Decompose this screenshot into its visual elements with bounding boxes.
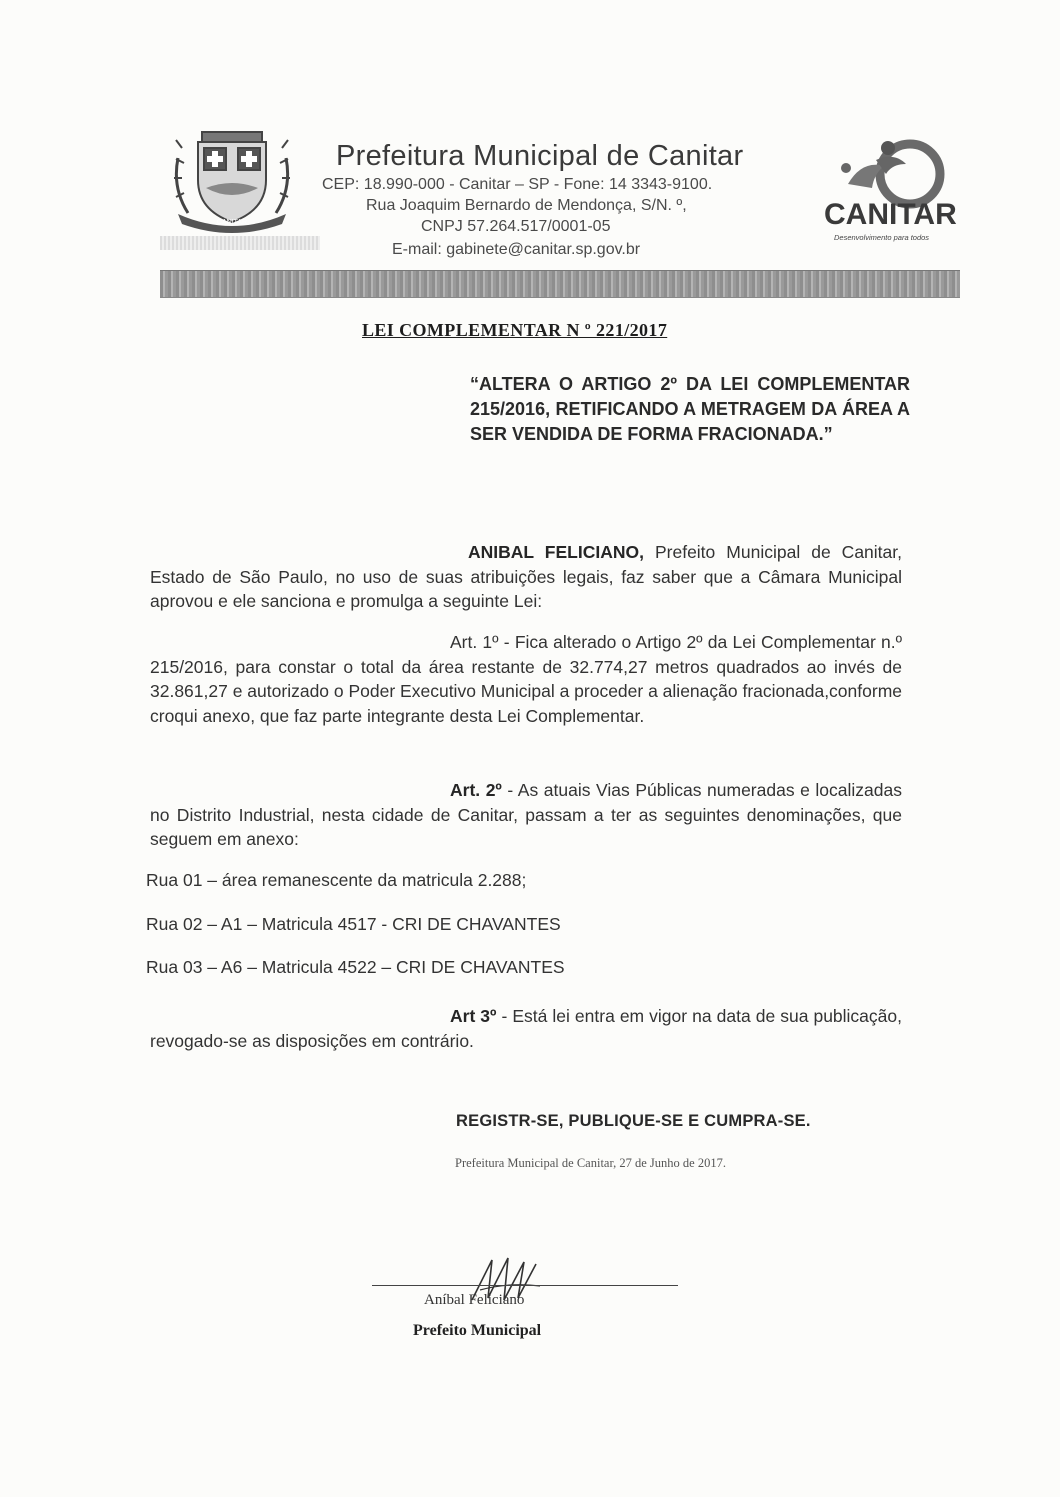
article-1-text: - Fica alterado o Artigo 2º da Lei Complementar n.º 215/2016, para constar o total da área restante de 32.774,27 metros quadrados ao invés de 32.861,27 e autorizado o Poder Executivo Municipal a proceder a alienação fracionada,conforme croqui anexo, que faz parte integrante desta Lei Complementar. [150,632,903,726]
logo-text: CANITAR [824,198,957,231]
law-title: LEI COMPLEMENTAR N º 221/2017 [362,320,668,340]
mayor-name: ANIBAL FELICIANO, [468,542,644,562]
signature-line [372,1285,678,1286]
article-2-text: - As atuais Vias Públicas numeradas e localizadas no Distrito Industrial, nesta cidade de Canitar, passam a ter as seguintes denominações, que seguem em anexo: [150,780,902,849]
signer-title: Prefeito Municipal [413,1322,542,1339]
article-1-label: Art. 1º [450,632,499,652]
preamble-paragraph [150,540,902,614]
article-3-paragraph [150,1004,902,1053]
header-cep-phone: CEP: 18.990-000 - Canitar – SP - Fone: 14 3343-9100. [322,176,713,193]
street-item: Rua 01 – área remanescente da matricula 2.288; [146,870,527,890]
closing-formula: REGISTR-SE, PUBLIQUE-SE E CUMPRA-SE. [456,1112,811,1130]
street-item: Rua 02 – A1 – Matricula 4517 - CRI DE CHAVANTES [146,914,561,934]
coat-of-arms-emblem [168,118,296,236]
article-2-paragraph [150,778,902,852]
article-1-paragraph [150,630,902,728]
signer-name: Aníbal Feliciano [424,1292,525,1308]
organization-name: Prefeitura Municipal de Canitar [336,140,744,172]
article-2-label: Art. 2º [450,780,502,800]
law-ementa: “ALTERA O ARTIGO 2º DA LEI COMPLEMENTAR 215/2016, RETIFICANDO A METRAGEM DA ÁREA A SER VENDIDA DE FORMA FRACIONADA.” [470,374,910,444]
logo-tagline: Desenvolvimento para todos [834,233,930,242]
canitar-logo [818,132,998,248]
coat-of-arms-text: CANITAR [216,219,248,226]
header-divider-band [160,270,960,298]
coat-shadow-decoration [160,236,320,250]
dateline: Prefeitura Municipal de Canitar, 27 de Junho de 2017. [455,1156,726,1170]
article-3-text: - Está lei entra em vigor na data de sua publicação, revogado-se as disposições em contrário. [150,1006,902,1051]
header-cnpj: CNPJ 57.264.517/0001-05 [421,218,611,235]
article-3-label: Art 3º [450,1006,497,1026]
preamble-text: Prefeito Municipal de Canitar, Estado de São Paulo, no uso de suas atribuições legais, faz saber que a Câmara Municipal aprovou e ele sanciona e promulga a seguinte Lei: [150,542,902,611]
header-address: Rua Joaquim Bernardo de Mendonça, S/N. º, [366,197,687,214]
header-email: E-mail: gabinete@canitar.sp.gov.br [392,241,641,258]
street-item: Rua 03 – A6 – Matricula 4522 – CRI DE CHAVANTES [146,957,565,977]
